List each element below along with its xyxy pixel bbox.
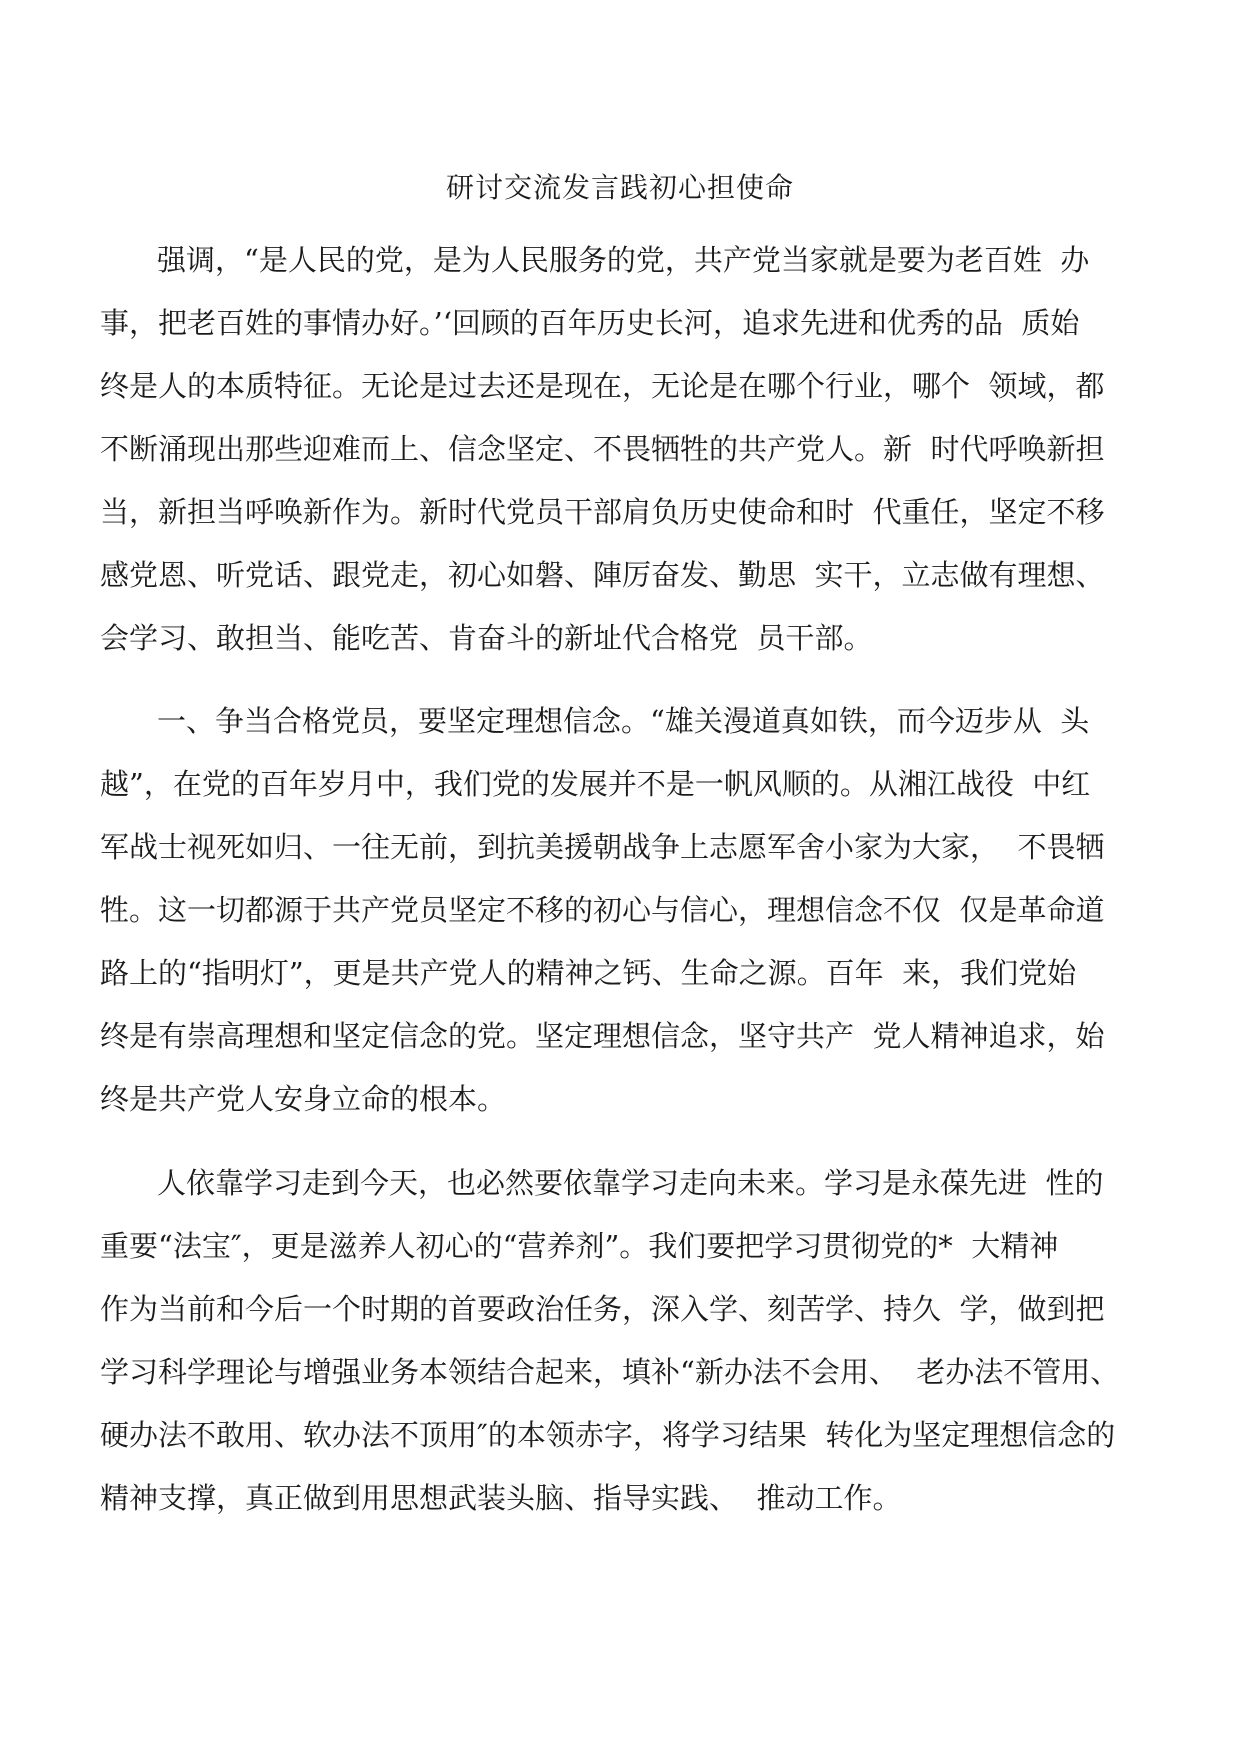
paragraph-3-line-2: 重要“法宝″，更是滋养人初心的“营养剂”。我们要把学习贯彻党的* 大精神 (100, 1229, 1059, 1263)
paragraph-2-line-5: 路上的“指明灯”，更是共产党人的精神之钙、生命之源。百年 来，我们党始 (100, 956, 1077, 990)
paragraph-1-line-3: 终是人的本质特征。无论是过去还是现在，无论是在哪个行业，哪个 领域，都 (100, 369, 1105, 403)
paragraph-1-line-1: 强调，“是人民的党，是为人民服务的党，共产党当家就是要为老百姓 办 (157, 243, 1090, 277)
paragraph-3-line-1: 人依靠学习走到今天，也必然要依靠学习走向未来。学习是永葆先进 性的 (157, 1166, 1104, 1200)
paragraph-1-line-7: 会学习、敢担当、能吃苦、肯奋斗的新址代合格党 员干部。 (100, 621, 873, 655)
paragraph-2-line-4: 牲。这一切都源于共产党员坚定不移的初心与信心，理想信念不仅 仅是革命道 (100, 893, 1105, 927)
paragraph-3-line-3: 作为当前和今后一个时期的首要政治任务，深入学、刻苦学、持久 学，做到把 (100, 1292, 1105, 1326)
paragraph-3-line-4: 学习科学理论与增强业务本领结合起来，填补“新办法不会用、 老办法不管用、 (100, 1355, 1120, 1389)
paragraph-2-line-7: 终是共产党人安身立命的根本。 (100, 1082, 507, 1116)
paragraph-3-line-6: 精神支撑，真正做到用思想武装头脑、指导实践、 推动工作。 (100, 1481, 902, 1515)
document-title: 研讨交流发言践初心担使命 (445, 171, 794, 204)
paragraph-2-line-3: 军战士视死如归、一往无前，到抗美援朝战争上志愿军舍小家为大家， 不畏牺 (100, 830, 1105, 864)
paragraph-2-line-1: 一、争当合格党员，要坚定理想信念。“雄关漫道真如铁，而今迈步从 头 (157, 704, 1090, 738)
paragraph-3-line-5: 硬办法不敢用、软办法不顶用″的本领赤字，将学习结果 转化为坚定理想信念的 (100, 1418, 1116, 1452)
paragraph-1-line-2: 事，把老百姓的事情办好。’‘回顾的百年历史长河，追求先进和优秀的品 质始 (100, 306, 1080, 340)
paragraph-2-line-2: 越”，在党的百年岁月中，我们党的发展并不是一帆风顺的。从湘江战役 中红 (100, 767, 1091, 801)
paragraph-1-line-4: 不断涌现出那些迎难而上、信念坚定、不畏牺牲的共产党人。新 时代呼唤新担 (100, 432, 1105, 466)
paragraph-1-line-6: 感党恩、听党话、跟党走，初心如磐、陣厉奋发、勤思 实干，立志做有理想、 (100, 558, 1105, 592)
paragraph-2-line-6: 终是有崇高理想和坚定信念的党。坚定理想信念，坚守共产 党人精神追求，始 (100, 1019, 1105, 1053)
paragraph-1-line-5: 当，新担当呼唤新作为。新时代党员干部肩负历史使命和时 代重任，坚定不移 (100, 495, 1105, 529)
